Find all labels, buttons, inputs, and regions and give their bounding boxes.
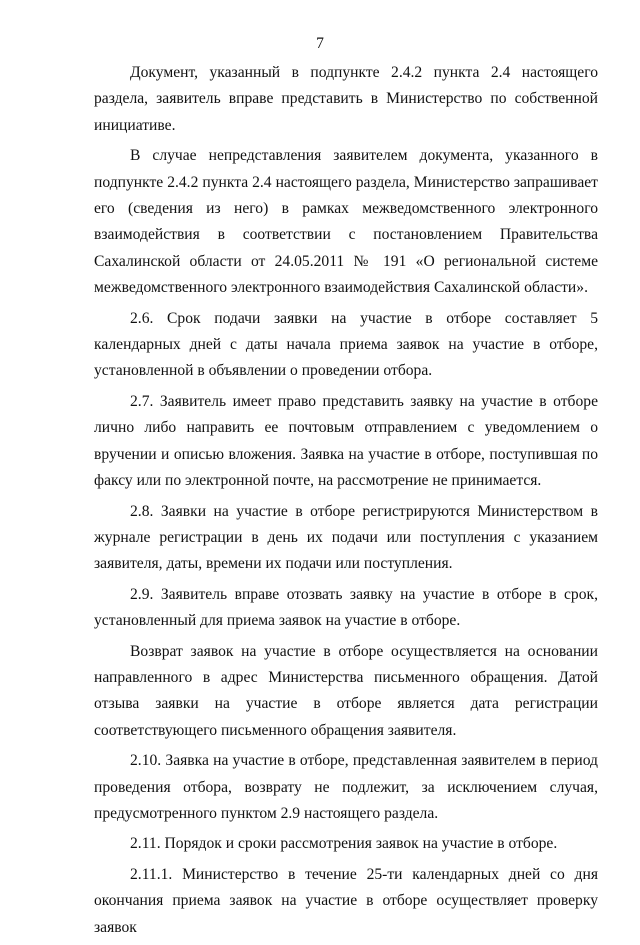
page-number: 7 bbox=[316, 35, 324, 52]
paragraph: 2.11.1. Министерство в течение 25-ти календарных дней со дня окончания приема заявок на участие в отборе осуществляет проверку заявок bbox=[94, 865, 598, 936]
paragraph: 2.7. Заявитель имеет право представить заявку на участие в отборе лично либо направить ее почтовым отправлением с уведомлением о вручении и описью вложения. Заявка на участие в отборе, поступившая по факсу или по электронной почте, на рассмотрение не принимается. bbox=[94, 392, 598, 490]
paragraph: В случае непредставления заявителем документа, указанного в подпункте 2.4.2 пункта 2.4 настоящего раздела, Министерство запрашивает его (сведения из него) в рамках межведомственного электронного взаимодействия в соответствии с постановлением Правительства Сахалинской области от 24.05.2011 № 191 «О региональной системе межведомственного электронного взаимодействия Сахалинской области». bbox=[94, 147, 598, 297]
paragraph: 2.6. Срок подачи заявки на участие в отборе составляет 5 календарных дней с даты начала приема заявок на участие в отборе, установленной в объявлении о проведении отбора. bbox=[94, 309, 598, 380]
paragraph: Документ, указанный в подпункте 2.4.2 пункта 2.4 настоящего раздела, заявитель вправе представить в Министерство по собственной инициативе. bbox=[94, 64, 598, 134]
paragraph: 2.9. Заявитель вправе отозвать заявку на участие в отборе в срок, установленный для приема заявок на участие в отборе. bbox=[94, 585, 598, 630]
paragraph: 2.11. Порядок и сроки рассмотрения заявок на участие в отборе. bbox=[130, 835, 558, 853]
document-body bbox=[94, 60, 598, 945]
paragraph: 2.10. Заявка на участие в отборе, представленная заявителем в период проведения отбора, возврату не подлежит, за исключением случая, предусмотренного пунктом 2.9 настоящего раздела. bbox=[94, 752, 598, 822]
paragraph: 2.8. Заявки на участие в отборе регистрируются Министерством в журнале регистрации в день их подачи или поступления с указанием заявителя, даты, времени их подачи или поступления. bbox=[94, 502, 598, 573]
paragraph: Возврат заявок на участие в отборе осуществляется на основании направленного в адрес Министерства письменного обращения. Датой отзыва заявки на участие в отборе является дата регистрации соответствующего письменного обращения заявителя. bbox=[94, 642, 598, 739]
